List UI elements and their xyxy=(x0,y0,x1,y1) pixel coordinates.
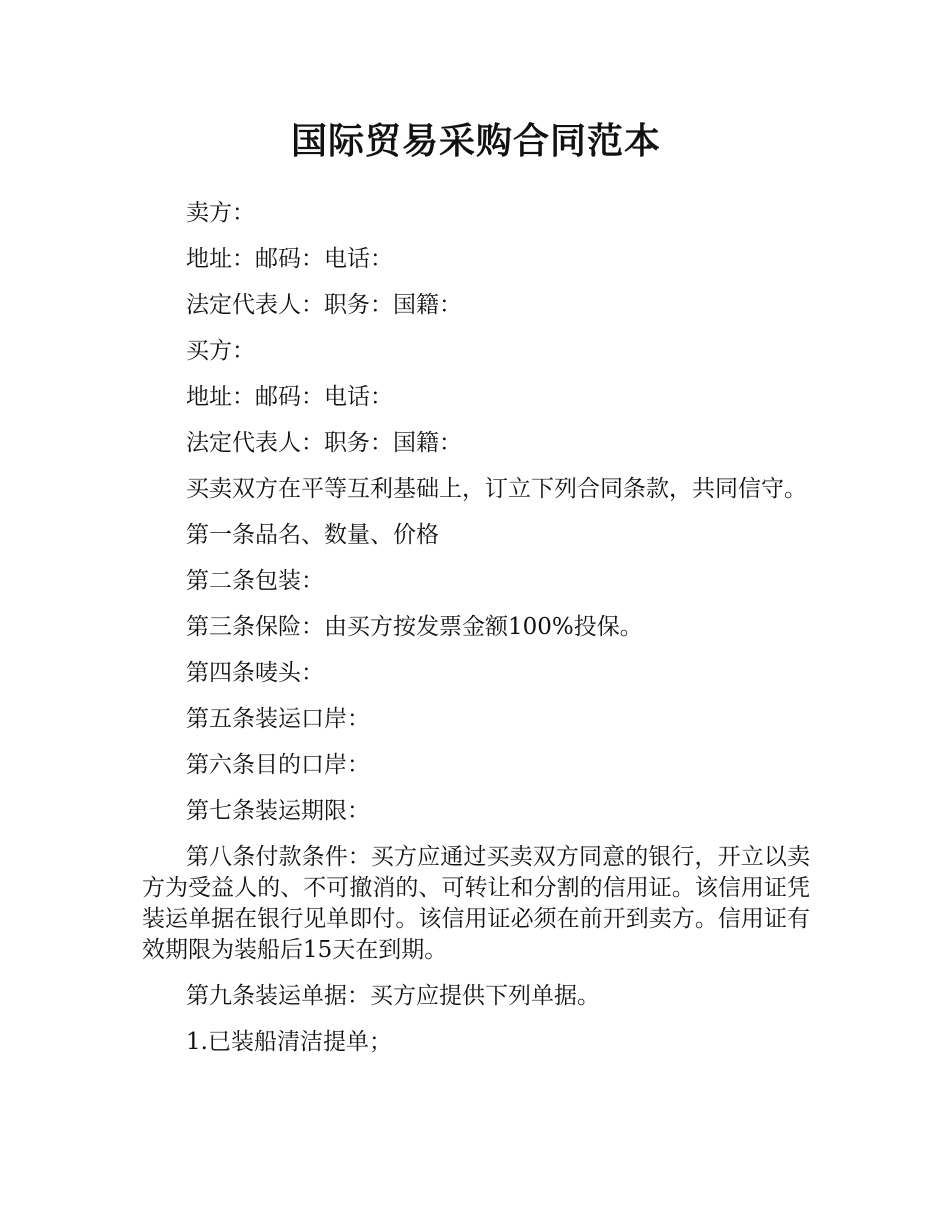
document-body xyxy=(142,198,810,1058)
paragraph-buyer-representative: 法定代表人：职务：国籍： xyxy=(186,430,462,456)
clause-3: 第三条保险：由买方按发票金额100%投保。 xyxy=(186,614,643,640)
paragraph-buyer-address: 地址：邮码：电话： xyxy=(186,384,393,410)
clause-6: 第六条目的口岸： xyxy=(186,752,370,778)
paragraph-seller: 卖方： xyxy=(186,200,255,226)
clause-5: 第五条装运口岸： xyxy=(186,706,370,732)
clause-1: 第一条品名、数量、价格 xyxy=(186,522,439,548)
clause-2: 第二条包装： xyxy=(186,568,324,594)
clause-7: 第七条装运期限： xyxy=(186,798,370,824)
clause-4: 第四条唛头： xyxy=(186,660,324,686)
list-item-1: 1.已装船清洁提单； xyxy=(186,1029,392,1055)
clause-8: 第八条付款条件：买方应通过买卖双方同意的银行，开立以卖方为受益人的、不可撤消的、可转让和分割的信用证。该信用证凭装运单据在银行见单即付。该信用证必须在前开到卖方。信用证有效期限为装船后15天在到期。 xyxy=(142,844,810,963)
document-title: 国际贸易采购合同范本 xyxy=(290,121,661,162)
clause-9: 第九条装运单据：买方应提供下列单据。 xyxy=(186,983,600,1009)
paragraph-seller-representative: 法定代表人：职务：国籍： xyxy=(186,292,462,318)
paragraph-preamble: 买卖双方在平等互利基础上，订立下列合同条款，共同信守。 xyxy=(186,476,807,502)
paragraph-seller-address: 地址：邮码：电话： xyxy=(186,246,393,272)
paragraph-buyer: 买方： xyxy=(186,338,255,364)
